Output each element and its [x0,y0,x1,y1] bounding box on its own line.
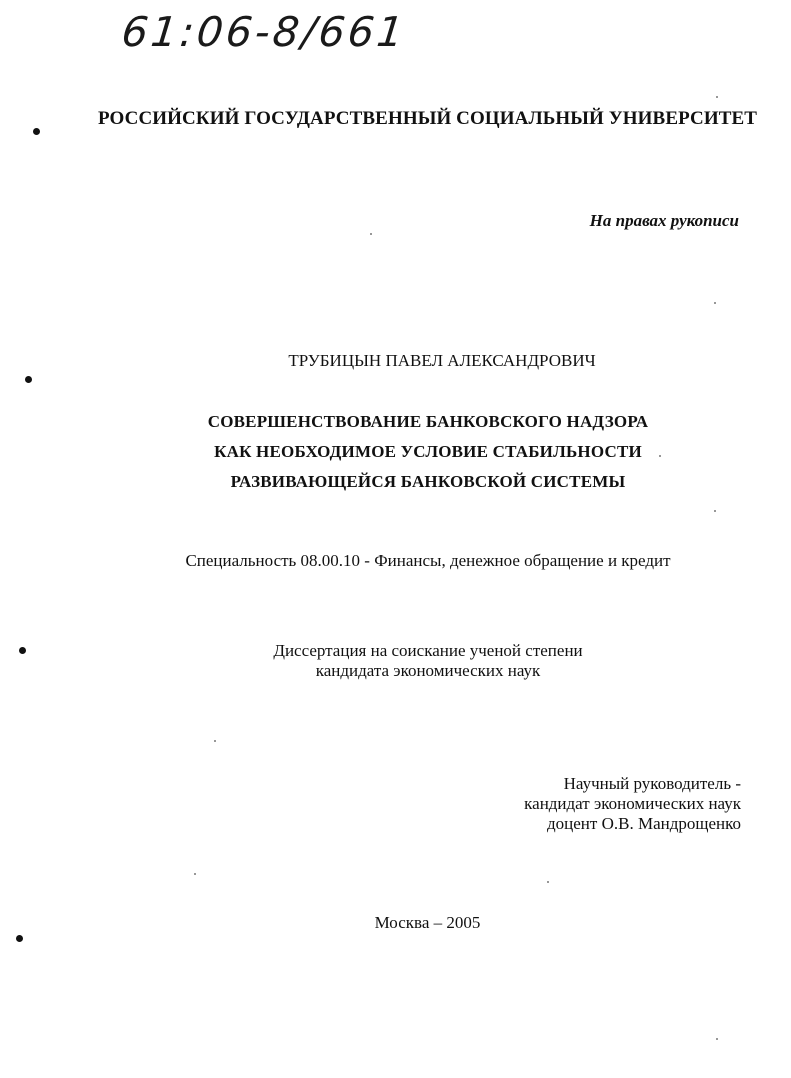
degree-statement [0,641,791,681]
punch-hole-mark [16,935,23,942]
title-line: РАЗВИВАЮЩЕЙСЯ БАНКОВСКОЙ СИСТЕМЫ [230,472,626,491]
punch-hole-mark [33,128,40,135]
place-and-year: Москва – 2005 [374,913,481,932]
supervisor-line: Научный руководитель - [563,774,741,793]
scan-speck [547,881,549,883]
scan-speck [714,302,716,304]
scan-speck [716,96,718,98]
scan-speck [659,455,661,457]
dissertation-title [0,407,791,497]
specialty-line: Специальность 08.00.10 - Финансы, денежное обращение и кредит [185,551,671,570]
title-line: КАК НЕОБХОДИМОЕ УСЛОВИЕ СТАБИЛЬНОСТИ [214,442,642,461]
scientific-supervisor [524,774,741,834]
punch-hole-mark [25,376,32,383]
scan-speck [214,740,216,742]
scan-speck [194,873,196,875]
degree-line: кандидата экономических наук [315,661,541,680]
degree-line: Диссертация на соискание ученой степени [273,641,583,660]
scan-speck [716,1038,718,1040]
supervisor-line: доцент О.В. Мандрощенко [547,814,741,833]
scan-speck [370,233,372,235]
university-name: РОССИЙСКИЙ ГОСУДАРСТВЕННЫЙ СОЦИАЛЬНЫЙ УНИВЕРСИТЕТ [97,108,758,129]
supervisor-line: кандидат экономических наук [524,794,741,813]
scan-speck [714,510,716,512]
author-name: ТРУБИЦЫН ПАВЕЛ АЛЕКСАНДРОВИЧ [288,351,596,370]
manuscript-rights-note: На правах рукописи [589,211,739,230]
title-line: СОВЕРШЕНСТВОВАНИЕ БАНКОВСКОГО НАДЗОРА [207,412,649,431]
handwritten-library-code: 61:06-8/661 [119,8,409,56]
punch-hole-mark [19,647,26,654]
